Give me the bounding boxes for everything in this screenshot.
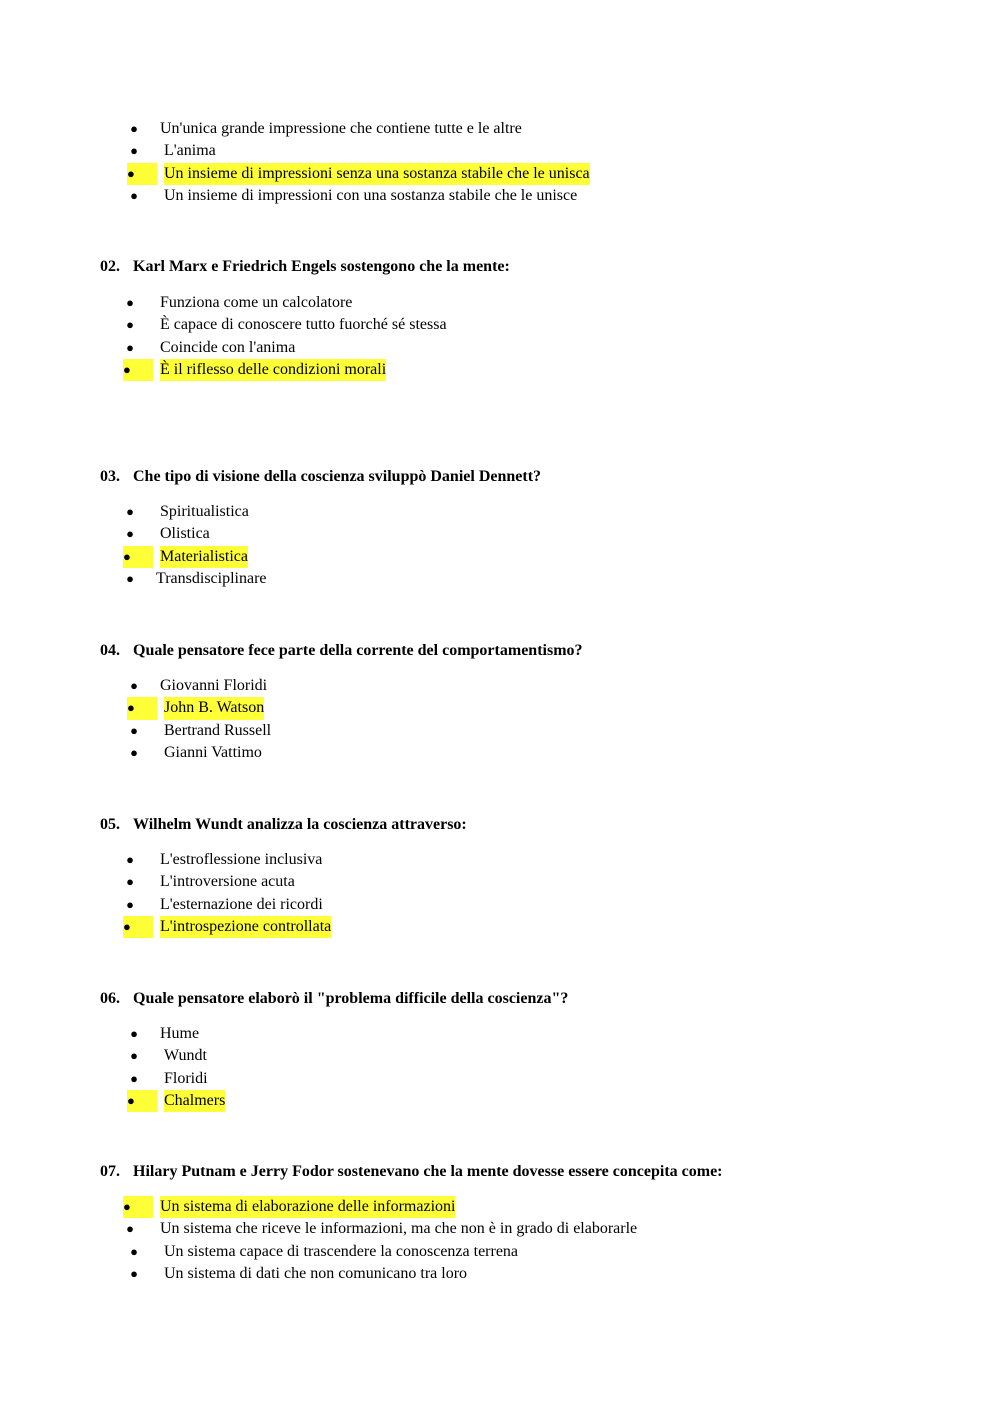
bullet-icon: ●: [126, 896, 134, 912]
question-number: 05.: [100, 816, 120, 833]
bullet-icon: ●: [130, 121, 138, 136]
question-text: Che tipo di visione della coscienza sviluppò Daniel Dennett?: [133, 468, 542, 485]
bullet-icon: ●: [130, 1265, 138, 1281]
bullet-icon: ●: [127, 163, 157, 185]
question-text: Quale pensatore fece parte della corrente del comportamentismo?: [133, 642, 583, 659]
option-text: Funziona come un calcolatore: [160, 294, 353, 311]
bullet-icon: ●: [127, 697, 157, 719]
option-text: Transdisciplinare: [156, 569, 267, 587]
bullet-icon: ●: [130, 1026, 138, 1041]
question-number: 02.: [100, 258, 120, 275]
option-text: Coincide con l'anima: [160, 338, 296, 356]
option-text: Wundt: [164, 1047, 207, 1065]
option-text: L'estroflessione inclusiva: [160, 851, 323, 868]
option-text: Spiritualistica: [160, 503, 249, 520]
option-text: Bertrand Russell: [164, 721, 272, 739]
option-text: Olistica: [160, 525, 210, 543]
bullet-icon: ●: [130, 1070, 138, 1086]
bullet-icon: ●: [126, 317, 134, 333]
bullet-icon: ●: [130, 678, 138, 693]
option-text: Hume: [160, 1025, 200, 1042]
question-text: Karl Marx e Friedrich Engels sostengono che la mente:: [133, 258, 510, 275]
question-number: 04.: [100, 642, 120, 659]
bullet-icon: ●: [123, 359, 153, 381]
option-text: Un sistema capace di trascendere la conoscenza terrena: [164, 1242, 519, 1260]
bullet-icon: ●: [130, 722, 138, 738]
bullet-icon: ●: [126, 295, 134, 310]
option-text: L'esternazione dei ricordi: [160, 895, 323, 913]
question-number: 03.: [100, 468, 120, 485]
option-text: L'introspezione controllata: [160, 916, 331, 938]
bullet-icon: ●: [123, 916, 153, 938]
bullet-icon: ●: [130, 187, 138, 203]
bullet-icon: ●: [130, 143, 138, 159]
bullet-icon: ●: [123, 1196, 153, 1218]
option-text: Un sistema che riceve le informazioni, ma che non è in grado di elaborarle: [160, 1220, 638, 1238]
option-text: Materialistica: [160, 546, 248, 568]
option-text: È il riflesso delle condizioni morali: [160, 359, 386, 381]
question-text: Hilary Putnam e Jerry Fodor sostenevano che la mente dovesse essere concepita come:: [133, 1163, 723, 1180]
bullet-icon: ●: [123, 546, 153, 568]
option-text: Gianni Vattimo: [164, 743, 262, 761]
option-text: L'anima: [164, 142, 216, 160]
bullet-icon: ●: [130, 744, 138, 760]
question-04: [100, 641, 583, 661]
bullet-icon: ●: [126, 1221, 134, 1237]
bullet-icon: ●: [127, 1090, 157, 1112]
option-text: Floridi: [164, 1069, 208, 1087]
question-number: 06.: [100, 990, 120, 1007]
option-text: L'introversione acuta: [160, 873, 295, 891]
option-text: Un sistema di dati che non comunicano tra loro: [164, 1264, 468, 1282]
option-text: Un'unica grande impressione che contiene tutte e le altre: [160, 120, 522, 137]
bullet-icon: ●: [130, 1243, 138, 1259]
bullet-icon: ●: [126, 504, 134, 519]
option-text: Un insieme di impressioni senza una sostanza stabile che le unisca: [164, 163, 590, 185]
question-text: Wilhelm Wundt analizza la coscienza attraverso:: [133, 816, 467, 833]
question-06: [100, 989, 568, 1009]
bullet-icon: ●: [126, 570, 134, 586]
option-text: È capace di conoscere tutto fuorché sé stessa: [160, 316, 447, 334]
option-text: Un insieme di impressioni con una sostanza stabile che le unisce: [164, 186, 578, 204]
bullet-icon: ●: [126, 339, 134, 355]
bullet-icon: ●: [126, 852, 134, 867]
option-text: Giovanni Floridi: [160, 677, 268, 694]
question-03: [100, 467, 541, 487]
question-07: [100, 1162, 723, 1182]
option-text: John B. Watson: [164, 697, 264, 719]
bullet-icon: ●: [130, 1048, 138, 1064]
option-text: Chalmers: [164, 1090, 225, 1112]
bullet-icon: ●: [126, 526, 134, 542]
option-text: Un sistema di elaborazione delle informazioni: [160, 1196, 455, 1218]
question-text: Quale pensatore elaborò il "problema difficile della coscienza"?: [133, 990, 569, 1007]
question-number: 07.: [100, 1163, 120, 1180]
bullet-icon: ●: [126, 874, 134, 890]
question-05: [100, 815, 467, 835]
question-02: [100, 257, 510, 277]
